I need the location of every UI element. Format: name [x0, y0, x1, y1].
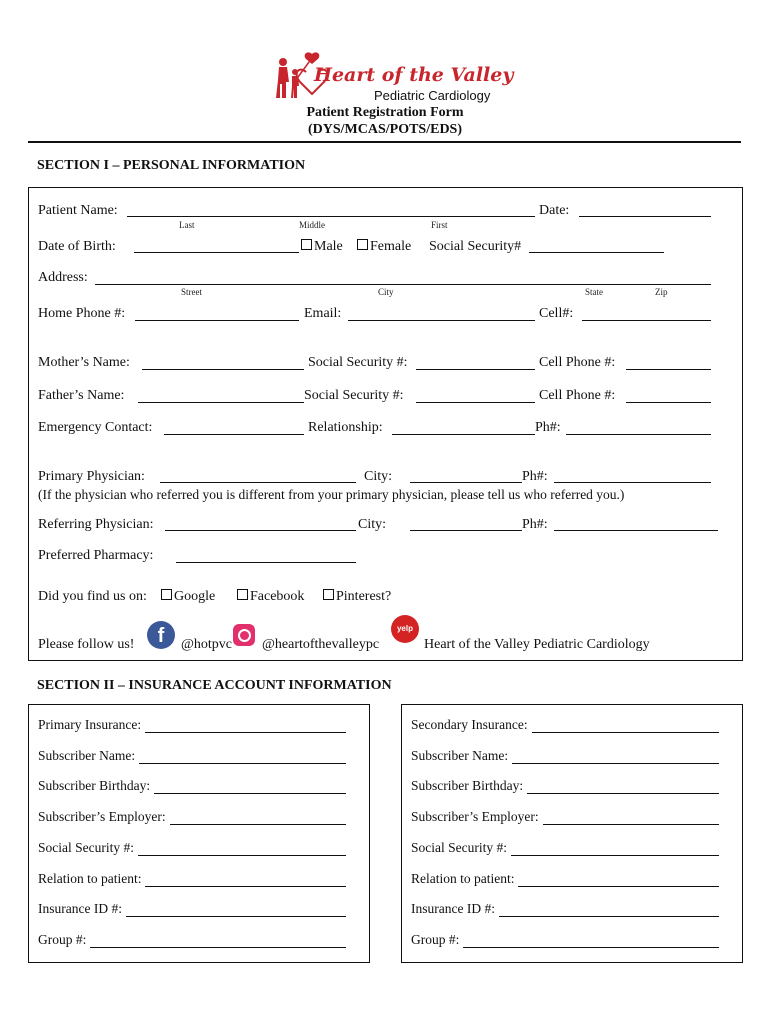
- cell-field[interactable]: [582, 306, 711, 321]
- patient-name-label: Patient Name:: [38, 203, 118, 218]
- find-us-label: Did you find us on:: [38, 589, 147, 604]
- primary-insurance-field[interactable]: [139, 749, 346, 764]
- primary-insurance-field[interactable]: [145, 718, 346, 733]
- pp-city-label: City:: [364, 469, 393, 484]
- primary-insurance-label: Subscriber’s Employer:: [38, 809, 166, 825]
- secondary-insurance-box: [401, 704, 743, 963]
- primary-physician-field[interactable]: [160, 468, 356, 483]
- secondary-insurance-field[interactable]: [499, 902, 719, 917]
- rp-city-label: City:: [358, 517, 387, 532]
- secondary-insurance-field[interactable]: [512, 749, 719, 764]
- emergency-ph-field[interactable]: [566, 420, 711, 435]
- secondary-insurance-label: Group #:: [411, 931, 460, 947]
- email-label: Email:: [304, 306, 342, 321]
- primary-insurance-row: [38, 715, 360, 733]
- dob-field[interactable]: [134, 238, 299, 253]
- addr-city-caption: City: [378, 287, 394, 297]
- secondary-insurance-row: [411, 776, 733, 794]
- female-label: Female: [370, 239, 412, 254]
- referring-physician-label: Referring Physician:: [38, 517, 154, 532]
- secondary-insurance-row: [411, 746, 733, 764]
- primary-insurance-label: Group #:: [38, 931, 87, 947]
- facebook-label: Facebook: [250, 589, 305, 604]
- primary-insurance-field[interactable]: [154, 779, 346, 794]
- patient-name-field[interactable]: [127, 202, 535, 217]
- name-first-caption: First: [431, 220, 448, 230]
- secondary-insurance-label: Subscriber’s Employer:: [411, 809, 539, 825]
- primary-insurance-row: [38, 838, 360, 856]
- section2-title: SECTION II – INSURANCE ACCOUNT INFORMATION: [37, 678, 392, 693]
- secondary-insurance-row: [411, 807, 733, 825]
- female-checkbox[interactable]: [357, 239, 368, 250]
- referral-note: (If the physician who referred you is different from your primary physician, please tell us who referred you.): [38, 487, 625, 502]
- logo-subtitle: Pediatric Cardiology: [374, 88, 491, 103]
- email-field[interactable]: [348, 306, 535, 321]
- ssn-field[interactable]: [529, 238, 664, 253]
- pinterest-option[interactable]: [323, 589, 391, 605]
- header-rule: [28, 141, 741, 143]
- logo-script: Heart of the Valley: [314, 64, 514, 86]
- addr-state-caption: State: [585, 287, 603, 297]
- logo: [270, 50, 514, 105]
- primary-insurance-box: [28, 704, 370, 963]
- mother-cell-field[interactable]: [626, 355, 711, 370]
- google-label: Google: [174, 589, 216, 604]
- father-ssn-label: Social Security #:: [304, 388, 404, 403]
- primary-insurance-row: [38, 776, 360, 794]
- father-name-label: Father’s Name:: [38, 388, 125, 403]
- father-cell-field[interactable]: [626, 388, 711, 403]
- secondary-insurance-row: [411, 869, 733, 887]
- relationship-field[interactable]: [392, 420, 535, 435]
- secondary-insurance-field[interactable]: [543, 810, 719, 825]
- emergency-ph-label: Ph#:: [535, 420, 561, 435]
- primary-insurance-row: [38, 930, 360, 948]
- rp-ph-field[interactable]: [554, 516, 718, 531]
- secondary-insurance-label: Social Security #:: [411, 839, 507, 855]
- pinterest-label: Pinterest?: [336, 589, 392, 604]
- address-label: Address:: [38, 270, 88, 285]
- google-checkbox[interactable]: [161, 589, 172, 600]
- pinterest-checkbox[interactable]: [323, 589, 334, 600]
- follow-label: Please follow us!: [38, 637, 135, 652]
- address-field[interactable]: [95, 270, 711, 285]
- secondary-insurance-row: [411, 930, 733, 948]
- pharmacy-field[interactable]: [176, 548, 356, 563]
- pharmacy-label: Preferred Pharmacy:: [38, 548, 154, 563]
- mother-cell-label: Cell Phone #:: [539, 355, 616, 370]
- primary-insurance-label: Subscriber Birthday:: [38, 778, 151, 794]
- emergency-label: Emergency Contact:: [38, 420, 153, 435]
- secondary-insurance-label: Subscriber Birthday:: [411, 778, 524, 794]
- mother-name-field[interactable]: [142, 355, 304, 370]
- ssn-label: Social Security#: [429, 239, 522, 254]
- male-label: Male: [314, 239, 343, 254]
- mother-ssn-label: Social Security #:: [308, 355, 408, 370]
- secondary-insurance-field[interactable]: [511, 841, 719, 856]
- date-label: Date:: [539, 203, 570, 218]
- facebook-handle[interactable]: @hotpvc: [181, 637, 232, 652]
- secondary-insurance-row: [411, 715, 733, 733]
- primary-insurance-row: [38, 807, 360, 825]
- mother-ssn-field[interactable]: [416, 355, 535, 370]
- section1-box: [28, 187, 743, 661]
- primary-physician-label: Primary Physician:: [38, 469, 145, 484]
- relationship-label: Relationship:: [308, 420, 383, 435]
- male-option[interactable]: [301, 239, 343, 255]
- home-phone-field[interactable]: [135, 306, 299, 321]
- father-cell-label: Cell Phone #:: [539, 388, 616, 403]
- primary-insurance-row: [38, 746, 360, 764]
- secondary-insurance-field[interactable]: [463, 933, 719, 948]
- facebook-option[interactable]: [237, 589, 304, 605]
- instagram-handle[interactable]: @heartofthevalleypc: [262, 637, 380, 652]
- dob-label: Date of Birth:: [38, 239, 116, 254]
- primary-insurance-field[interactable]: [145, 872, 346, 887]
- primary-insurance-label: Social Security #:: [38, 839, 134, 855]
- yelp-icon[interactable]: yelp: [391, 615, 419, 643]
- primary-insurance-field[interactable]: [170, 810, 346, 825]
- secondary-insurance-label: Subscriber Name:: [411, 747, 509, 763]
- cell-label: Cell#:: [539, 306, 574, 321]
- primary-insurance-label: Primary Insurance:: [38, 717, 142, 732]
- page-subtitle: (DYS/MCAS/POTS/EDS): [307, 122, 463, 137]
- secondary-insurance-field[interactable]: [518, 872, 719, 887]
- instagram-icon-ring: [238, 629, 251, 642]
- rp-ph-label: Ph#:: [522, 517, 548, 532]
- instagram-icon[interactable]: [233, 624, 255, 646]
- facebook-icon[interactable]: f: [147, 621, 175, 649]
- primary-insurance-label: Insurance ID #:: [38, 901, 122, 917]
- primary-insurance-field[interactable]: [90, 933, 346, 948]
- pp-city-field[interactable]: [410, 468, 522, 483]
- addr-zip-caption: Zip: [655, 287, 668, 297]
- secondary-insurance-label: Relation to patient:: [411, 870, 515, 886]
- emergency-field[interactable]: [164, 420, 304, 435]
- section1-title: SECTION I – PERSONAL INFORMATION: [37, 158, 306, 173]
- secondary-insurance-row: [411, 838, 733, 856]
- secondary-insurance-field[interactable]: [532, 718, 719, 733]
- primary-insurance-field[interactable]: [138, 841, 346, 856]
- primary-insurance-label: Subscriber Name:: [38, 747, 136, 763]
- name-middle-caption: Middle: [299, 220, 325, 230]
- primary-insurance-row: [38, 869, 360, 887]
- rp-city-field[interactable]: [410, 516, 522, 531]
- referring-physician-field[interactable]: [165, 516, 356, 531]
- primary-insurance-label: Relation to patient:: [38, 870, 142, 886]
- secondary-insurance-label: Insurance ID #:: [411, 901, 495, 917]
- google-option[interactable]: [161, 589, 215, 605]
- name-last-caption: Last: [179, 220, 195, 230]
- primary-insurance-row: [38, 899, 360, 917]
- father-ssn-field[interactable]: [416, 388, 535, 403]
- secondary-insurance-label: Secondary Insurance:: [411, 717, 528, 732]
- secondary-insurance-field[interactable]: [527, 779, 719, 794]
- page-title: Patient Registration Form: [306, 105, 464, 120]
- father-name-field[interactable]: [138, 388, 304, 403]
- mother-name-label: Mother’s Name:: [38, 355, 130, 370]
- pp-ph-label: Ph#:: [522, 469, 548, 484]
- female-option[interactable]: [357, 239, 411, 255]
- addr-street-caption: Street: [181, 287, 202, 297]
- facebook-checkbox[interactable]: [237, 589, 248, 600]
- date-field[interactable]: [579, 202, 711, 217]
- pp-ph-field[interactable]: [554, 468, 711, 483]
- yelp-label[interactable]: Heart of the Valley Pediatric Cardiology: [424, 637, 650, 652]
- secondary-insurance-row: [411, 899, 733, 917]
- male-checkbox[interactable]: [301, 239, 312, 250]
- home-phone-label: Home Phone #:: [38, 306, 126, 321]
- primary-insurance-field[interactable]: [126, 902, 346, 917]
